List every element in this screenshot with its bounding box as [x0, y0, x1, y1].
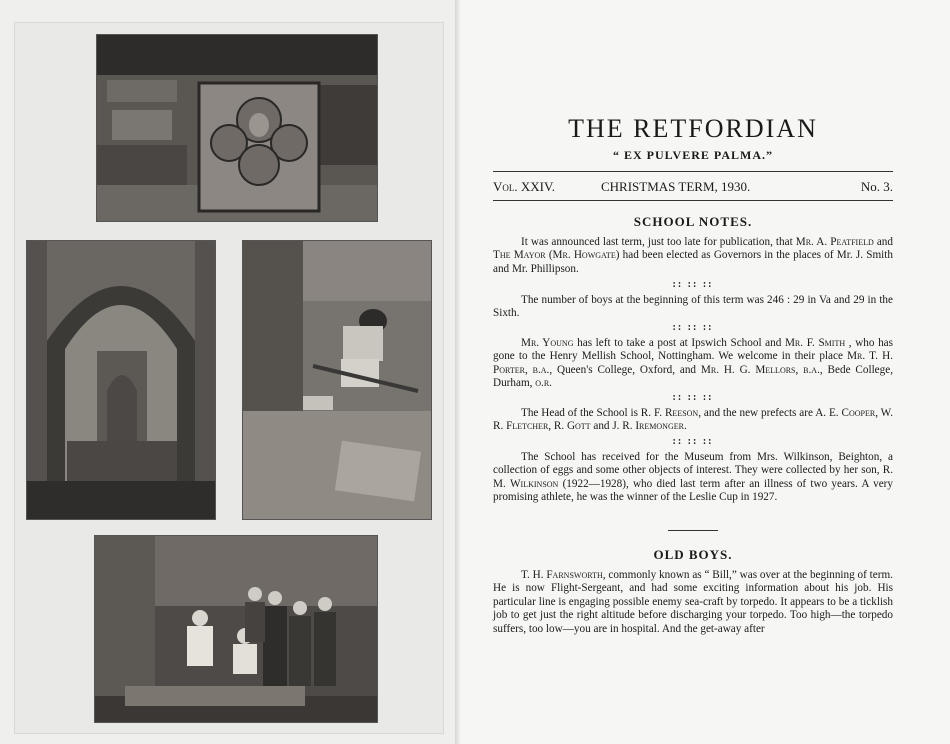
text-run: (1922—1928), who died last term after an illness of two years. A very promising athlete, he was the winner of the Leslie Cup in 1927. [493, 477, 893, 504]
text-run: , R. [548, 420, 567, 433]
school-notes-paragraph-1 [493, 236, 893, 276]
name-run: Mr. Young [521, 337, 574, 349]
name-run: The Mayor (Mr. Howgate) [493, 249, 620, 262]
digging-boy-photo [242, 240, 432, 520]
section-separator: :: :: :: [672, 436, 714, 447]
masthead-rule-top [493, 171, 893, 172]
issue-number: No. 3. [860, 179, 893, 194]
school-notes-paragraph-4 [493, 407, 893, 434]
text-run: , commonly known as “ Bill,” was over at the beginning of term. He is now Flight-Sergeant, and had some exciting information about his job. His particular line is engaging possible enemy sea-craft by torpedo. It appears to be a ticklish job to get just the right altitude before discharging your torpedo. Too high—the torpedo suffers, too low—you are in hospital. And the get-away after [493, 569, 893, 635]
text-run: Bede College, Durham, [493, 363, 894, 390]
text-run: It was announced last term, just too late for publication, that [521, 236, 796, 248]
old-boys-paragraph-1 [493, 569, 893, 636]
section-end-rule [668, 530, 718, 531]
text-run: , and the new prefects are A. E. [698, 407, 842, 419]
text-run: , who has gone to the Henry Mellish School, Nottingham. We welcome in their place [493, 337, 894, 363]
text-run: has left to take a post at Ipswich School and [573, 337, 785, 349]
old-boys-heading: OLD BOYS. [653, 547, 733, 562]
section-separator: :: :: :: [672, 322, 714, 333]
text-run: had been elected as Governors in the places of Mr. J. Smith and Mr. Phillipson. [493, 249, 893, 275]
issue-line [493, 177, 893, 197]
school-notes-paragraph-3 [493, 337, 893, 391]
section-separator: :: :: :: [672, 279, 714, 290]
ruined-arch-photo [26, 240, 216, 520]
group-of-boys-photo [94, 535, 378, 723]
section-separator: :: :: :: [672, 392, 714, 403]
text-run: and [873, 236, 893, 248]
masthead-title: THE RETFORDIAN [568, 114, 818, 143]
name-run: Mr. A. Peatfield [795, 236, 874, 248]
name-run: Mr. H. G. Mellors, b.a., [700, 363, 823, 376]
masthead-rule-bottom [493, 200, 893, 201]
right-page-text [461, 0, 950, 744]
school-notes-heading: SCHOOL NOTES. [633, 214, 753, 229]
name-run: Mr. F. Smith [784, 337, 846, 349]
school-notes-paragraph-2: The number of boys at the beginning of this term was 246 : 29 in Va and 29 in the Sixth. [493, 294, 893, 320]
term-label: CHRISTMAS TERM, 1930. [601, 179, 751, 194]
name-run: Cooper [841, 407, 876, 419]
name-run: Gott [566, 420, 591, 433]
masthead-motto: “ EX PULVERE PALMA.” [612, 148, 773, 162]
text-run: and J. R. [590, 420, 636, 433]
text-run: , W. R. [493, 407, 893, 433]
text-run: . [683, 420, 687, 433]
carved-stone-panel-photo [96, 34, 378, 222]
school-notes-paragraph-5 [493, 451, 893, 505]
name-run: Mr. T. H. Porter, b.a., [493, 350, 893, 376]
text-run: The Head of the School is R. F. [521, 407, 665, 419]
name-run: Reeson [664, 407, 699, 419]
text-run: The School has received for the Museum from Mrs. Wilkinson, Beighton, a collection of eggs and some other objects of interest. They were collected by her son, R. M. [493, 451, 893, 490]
volume-label: Vol. XXIV. [493, 179, 555, 194]
text-run: Queen's College, Oxford, and [552, 363, 701, 376]
name-run: Wilkinson [509, 477, 559, 490]
name-run: Farnsworth [546, 569, 603, 581]
name-run: Iremonger [635, 420, 684, 433]
name-run: Fletcher [506, 420, 549, 433]
left-page-photo-plate [0, 0, 455, 744]
text-run: T. H. [521, 569, 547, 581]
name-run: o.r. [535, 377, 552, 390]
